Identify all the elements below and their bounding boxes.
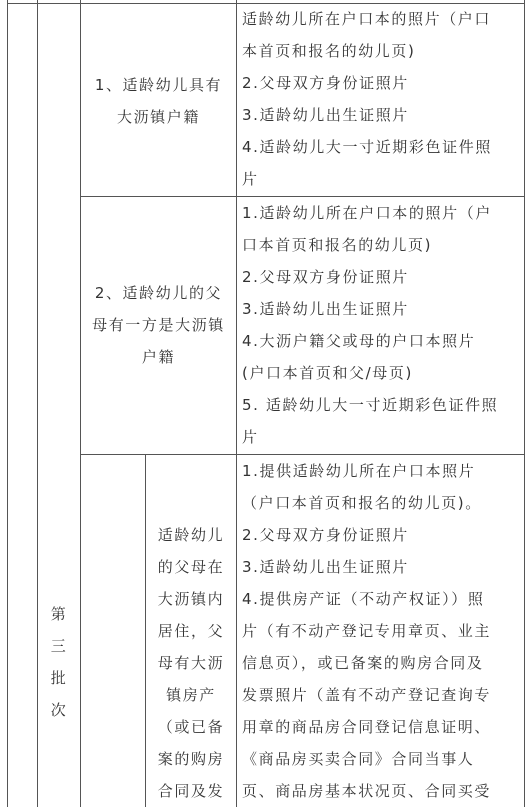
document-line: 用章的商品房合同登记信息证明、	[242, 718, 492, 736]
condition-line: 大沥镇户籍	[116, 108, 200, 126]
document-line: 3.适龄幼儿出生证照片	[242, 106, 409, 124]
condition-line: 户籍	[141, 348, 176, 366]
condition-line: 合同及发	[157, 782, 225, 800]
document-line: (户口本首页和父/母页)	[242, 364, 413, 382]
row-1-documents	[242, 3, 492, 195]
document-line: 口本首页和报名的幼儿页)	[242, 236, 433, 254]
row-2-condition	[81, 277, 236, 373]
document-line: 3.适龄幼儿出生证照片	[242, 300, 409, 318]
batch-label	[38, 598, 80, 726]
row-2-documents	[242, 197, 498, 453]
document-line: 4.提供房产证（不动产权证））照	[242, 590, 485, 608]
table-border-left	[7, 0, 8, 807]
document-line: 3.适龄幼儿出生证照片	[242, 558, 409, 576]
condition-line: 2、适龄幼儿的父	[94, 284, 223, 302]
document-line: 信息页），或已备案的购房合同及	[242, 654, 484, 672]
document-line: 本首页和报名的幼儿页)	[242, 42, 416, 60]
document-line: 《商品房买卖合同》合同当事人	[242, 750, 475, 768]
condition-line: （或已备	[157, 718, 225, 736]
document-line: 4.大沥户籍父或母的户口本照片	[242, 332, 476, 350]
document-line: 页、商品房基本状况页、合同买受	[242, 782, 492, 800]
condition-line: 适龄幼儿	[157, 526, 225, 544]
condition-line: 居住，父	[157, 622, 225, 640]
condition-line: 母有一方是大沥镇	[92, 316, 225, 334]
document-line: 片	[242, 428, 259, 446]
condition-line: 镇房产	[166, 686, 216, 704]
batch-label-line: 第	[50, 605, 68, 623]
document-line: 片	[242, 170, 259, 188]
table-border-right	[524, 0, 525, 807]
condition-line: 大沥镇内	[157, 590, 225, 608]
batch-label-line: 批	[50, 669, 68, 687]
document-line: 2.父母双方身份证照片	[242, 526, 409, 544]
document-line: 适龄幼儿所在户口本的照片（户口	[242, 10, 492, 28]
row-1-condition	[81, 69, 236, 133]
batch-label-line: 次	[50, 701, 68, 719]
row-3-documents	[242, 455, 491, 807]
document-line: （户口本首页和报名的幼儿页)。	[242, 494, 482, 512]
row-3-condition	[146, 519, 236, 807]
document-line: 2.父母双方身份证照片	[242, 268, 409, 286]
table-border-docs	[236, 0, 237, 807]
condition-line: 案的购房	[157, 750, 225, 768]
condition-line: 的父母在	[157, 558, 225, 576]
document-line: 2.父母双方身份证照片	[242, 74, 409, 92]
batch-label-line: 三	[50, 637, 68, 655]
document-line: 1.适龄幼儿所在户口本的照片（户	[242, 204, 492, 222]
condition-line: 母有大沥	[157, 654, 225, 672]
condition-line: 1、适龄幼儿具有	[94, 76, 223, 94]
document-line: 5. 适龄幼儿大一寸近期彩色证件照	[242, 396, 499, 414]
document-line: 片（有不动产登记专用章页、业主	[242, 622, 492, 640]
document-line: 4.适龄幼儿大一寸近期彩色证件照	[242, 138, 492, 156]
document-line: 1.提供适龄幼儿所在户口本照片	[242, 462, 476, 480]
document-line: 发票照片（盖有不动产登记查询专	[242, 686, 492, 704]
